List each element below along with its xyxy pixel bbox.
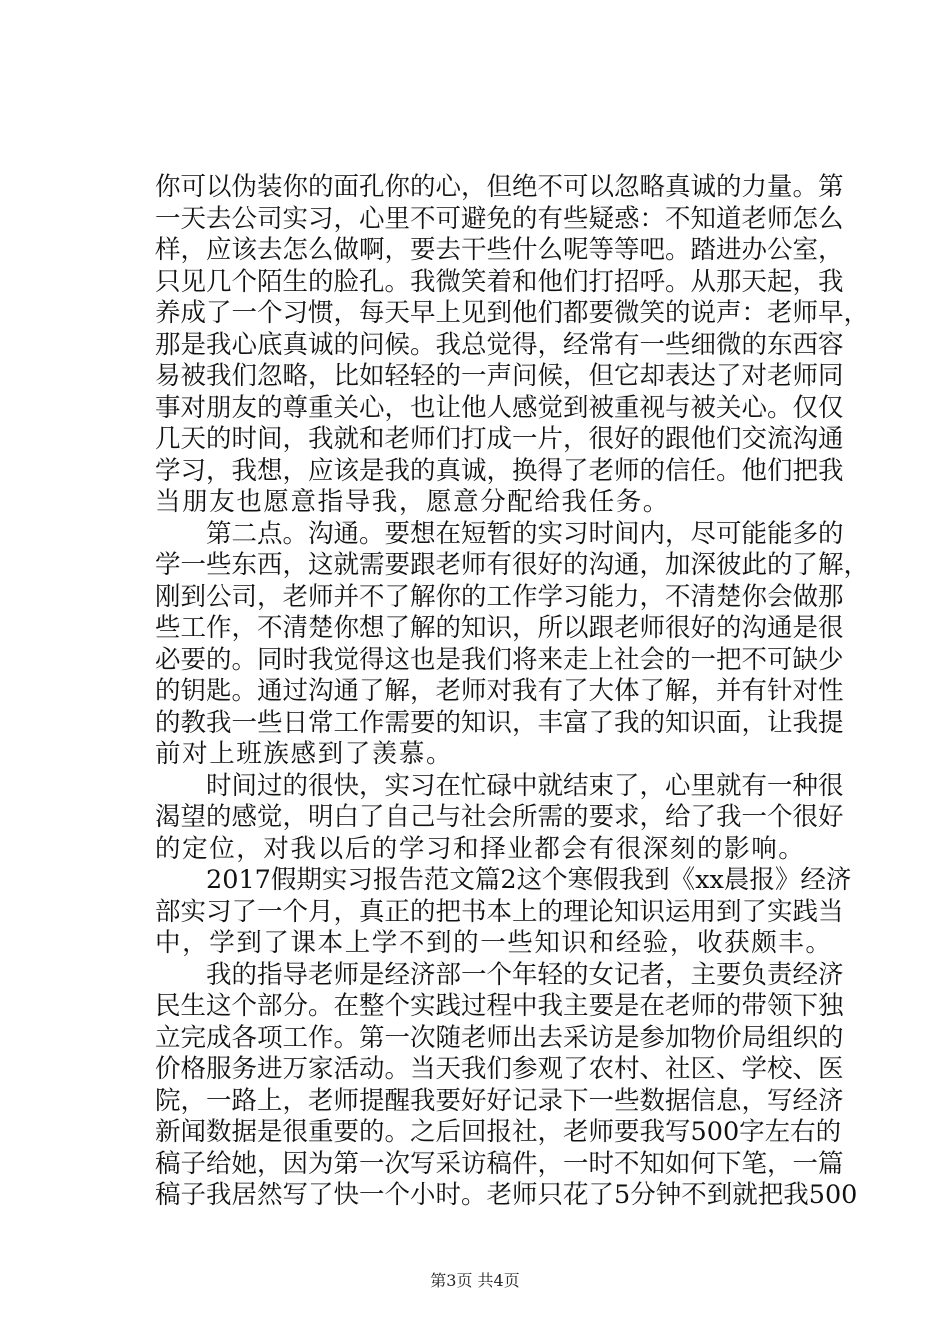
text-line: 中，学到了课本上学不到的一些知识和经验，收获颇丰。 xyxy=(155,928,833,958)
text-line: 2017假期实习报告范文篇2这个寒假我到《xx晨报》经济 xyxy=(155,865,852,895)
text-line: 当朋友也愿意指导我，愿意分配给我任务。 xyxy=(155,487,670,517)
text-line: 新闻数据是很重要的。之后回报社，老师要我写500字左右的 xyxy=(155,1117,842,1147)
text-line: 学习，我想，应该是我的真诚，换得了老师的信任。他们把我 xyxy=(155,455,844,486)
text-line: 的定位，对我以后的学习和择业都会有很深刻的影响。 xyxy=(155,833,806,864)
text-line: 些工作，不清楚你想了解的知识，所以跟老师很好的沟通是很 xyxy=(155,613,844,643)
text-line: 时间过的很快，实习在忙碌中就结束了，心里就有一种很 xyxy=(155,770,844,801)
text-line: 几天的时间，我就和老师们打成一片，很好的跟他们交流沟通 xyxy=(155,424,844,454)
text-line: 的教我一些日常工作需要的知识，丰富了我的知识面，让我提 xyxy=(155,707,844,738)
text-line: 立完成各项工作。第一次随老师出去采访是参加物价局组织的 xyxy=(155,1022,844,1053)
text-line: 养成了一个习惯，每天早上见到他们都要微笑的说声：老师早， xyxy=(155,298,870,328)
text-line: 你可以伪装你的面孔你的心，但绝不可以忽略真诚的力量。第 xyxy=(155,172,844,202)
text-line: 学一些东西，这就需要跟老师有很好的沟通，加深彼此的了解， xyxy=(155,550,870,580)
text-line: 那是我心底真诚的问候。我总觉得，经常有一些细微的东西容 xyxy=(155,329,844,360)
text-line: 稿子给她，因为第一次写采访稿件，一时不知如何下笔，一篇 xyxy=(155,1148,844,1179)
text-line: 必要的。同时我觉得这也是我们将来走上社会的一把不可缺少 xyxy=(155,644,844,675)
page-footer: 第3页 共4页 xyxy=(430,1271,520,1290)
text-line: 易被我们忽略，比如轻轻的一声问候，但它却表达了对老师同 xyxy=(155,361,844,391)
text-line: 第二点。沟通。要想在短暂的实习时间内，尽可能能多的 xyxy=(155,518,844,549)
text-line: 渴望的感觉，明白了自己与社会所需的要求，给了我一个很好 xyxy=(155,802,844,832)
text-line: 我的指导老师是经济部一个年轻的女记者，主要负责经济 xyxy=(155,959,844,990)
text-line: 部实习了一个月，真正的把书本上的理论知识运用到了实践当 xyxy=(155,896,844,927)
text-line: 院，一路上，老师提醒我要好好记录下一些数据信息，写经济 xyxy=(155,1085,844,1116)
text-line: 只见几个陌生的脸孔。我微笑着和他们打招呼。从那天起，我 xyxy=(155,266,844,297)
text-line: 的钥匙。通过沟通了解，老师对我有了大体了解，并有针对性 xyxy=(155,676,844,706)
text-line: 稿子我居然写了快一个小时。老师只花了5分钟不到就把我500 xyxy=(155,1180,858,1210)
text-line: 刚到公司，老师并不了解你的工作学习能力，不清楚你会做那 xyxy=(155,581,844,612)
text-line: 一天去公司实习，心里不可避免的有些疑惑：不知道老师怎么 xyxy=(155,203,844,234)
text-line: 价格服务进万家活动。当天我们参观了农村、社区、学校、医 xyxy=(155,1054,844,1084)
text-line: 样，应该去怎么做啊，要去干些什么呢等等吧。踏进办公室， xyxy=(155,235,844,265)
text-line: 前对上班族感到了羡慕。 xyxy=(155,739,454,769)
text-line: 民生这个部分。在整个实践过程中我主要是在老师的带领下独 xyxy=(155,991,844,1021)
text-line: 事对朋友的尊重关心，也让他人感觉到被重视与被关心。仅仅 xyxy=(155,392,844,423)
